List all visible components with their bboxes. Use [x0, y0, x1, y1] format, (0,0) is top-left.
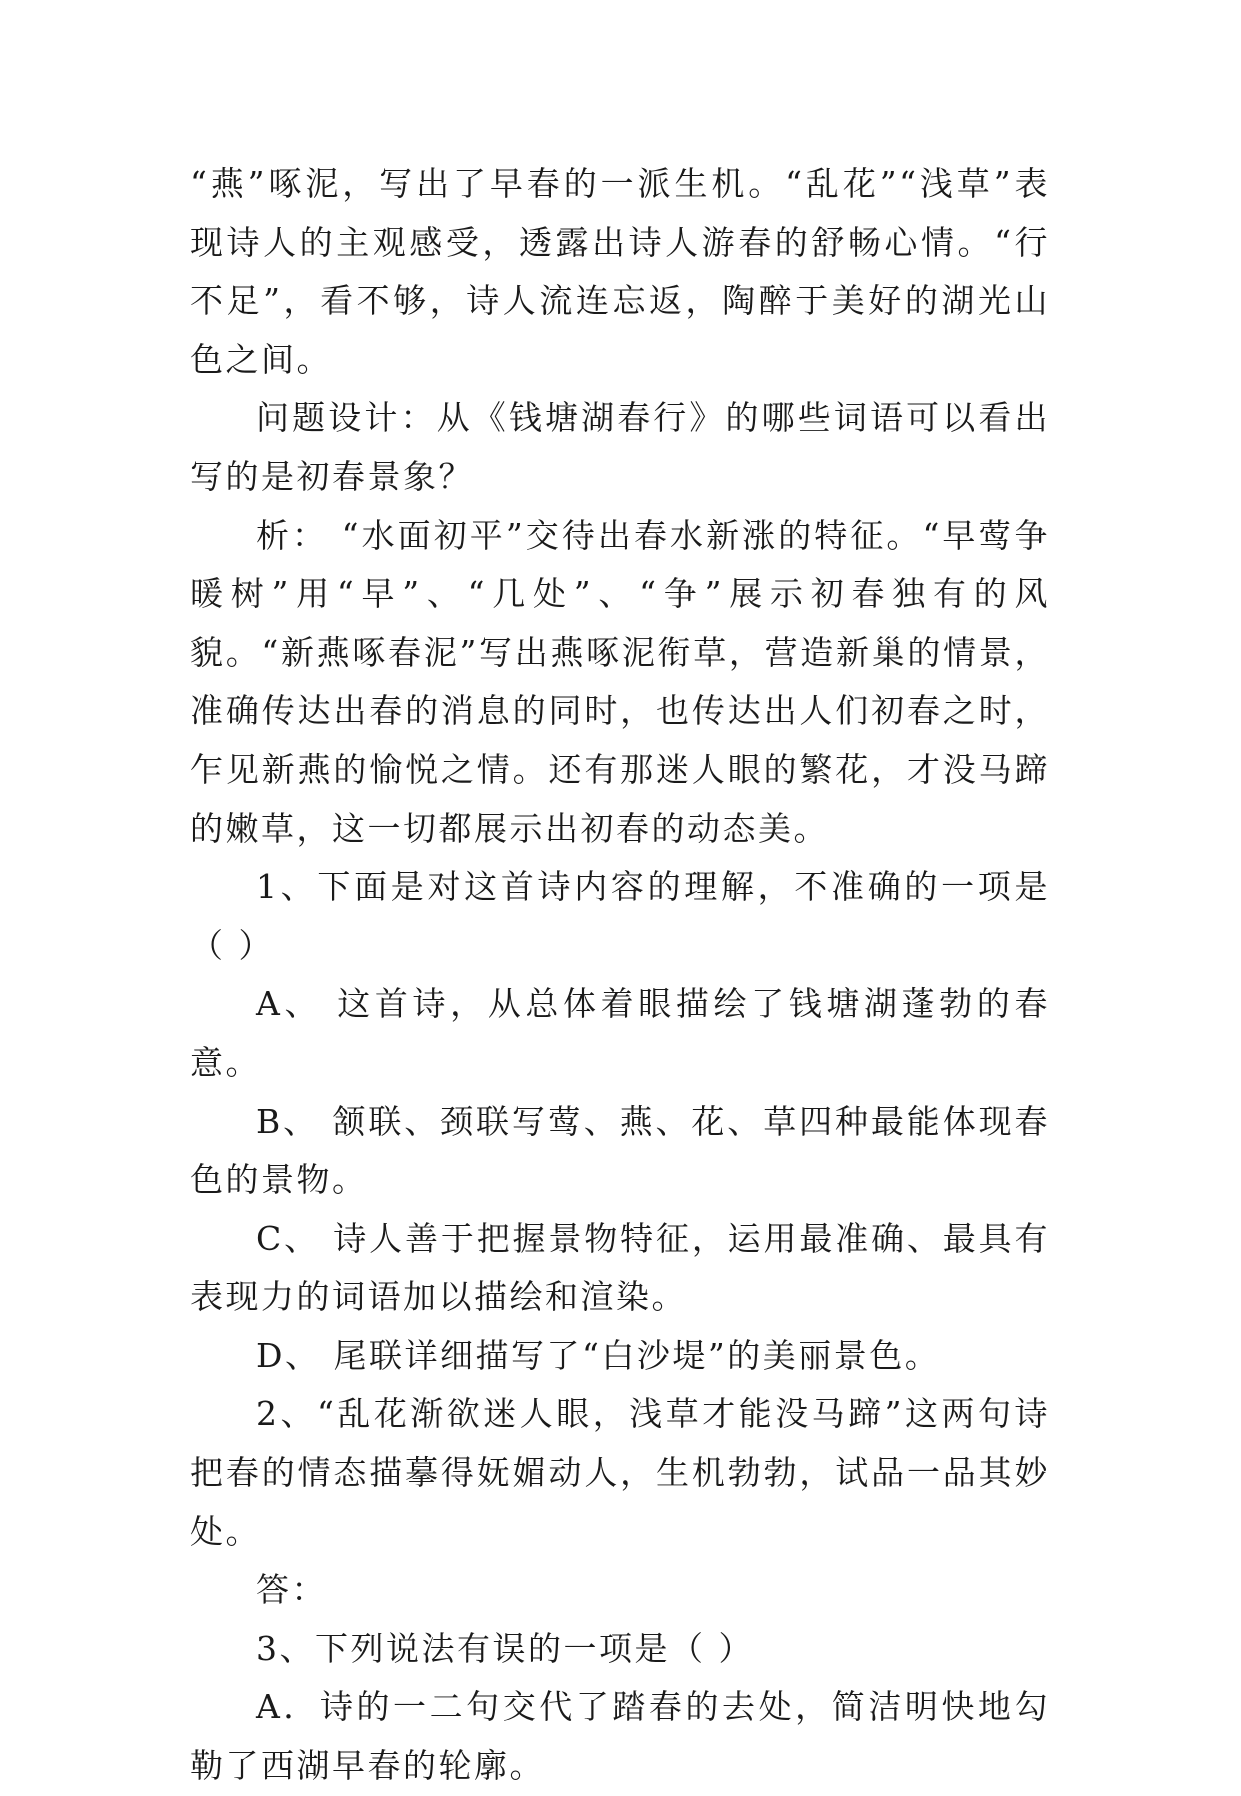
question-1-option-b: B、 颔联、颈联写莺、燕、花、草四种最能体现春色的景物。 [190, 1101, 1050, 1200]
question-1-option-c: C、 诗人善于把握景物特征，运用最准确、最具有表现力的词语加以描绘和渲染。 [190, 1218, 1050, 1317]
question-2: 2、“乱花渐欲迷人眼，浅草才能没马蹄”这两句诗把春的情态描摹得妩媚动人，生机勃勃，试品一品其妙处。 [190, 1394, 1050, 1551]
paragraph-analysis-continued: “燕”啄泥，写出了早春的一派生机。“乱花”“浅草”表现诗人的主观感受，透露出诗人游春的舒畅心情。“行不足”，看不够，诗人流连忘返，陶醉于美好的湖光山色之间。 [190, 164, 1050, 379]
question-1-option-a: A、 这首诗，从总体着眼描绘了钱塘湖蓬勃的春意。 [190, 984, 1050, 1082]
question-1-option-d: D、 尾联详细描写了“白沙堤”的美丽景色。 [256, 1335, 941, 1375]
paragraph-analysis: 析： “水面初平”交待出春水新涨的特征。“早莺争暖树”用“早”、“几处”、“争”展示初春独有的风貌。“新燕啄春泥”写出燕啄泥衔草，营造新巢的情景，准确传达出春的消息的同时，也传达出人们初春之时，乍见新燕的愉悦之情。还有那迷人眼的繁花，才没马蹄的嫩草，这一切都展示出初春的动态美。 [190, 515, 1050, 848]
question-3-option-a: A．诗的一二句交代了踏春的去处，简洁明快地勾勒了西湖早春的轮廓。 [190, 1687, 1050, 1786]
body-text [190, 155, 1050, 1796]
question-1: 1、下面是对这首诗内容的理解，不准确的一项是（ ） [190, 867, 1050, 965]
answer-label: 答： [256, 1570, 327, 1610]
paragraph-question-design: 问题设计：从《钱塘湖春行》的哪些词语可以看出写的是初春景象？ [190, 398, 1050, 496]
question-3: 3、下列说法有误的一项是（ ） [256, 1628, 754, 1668]
